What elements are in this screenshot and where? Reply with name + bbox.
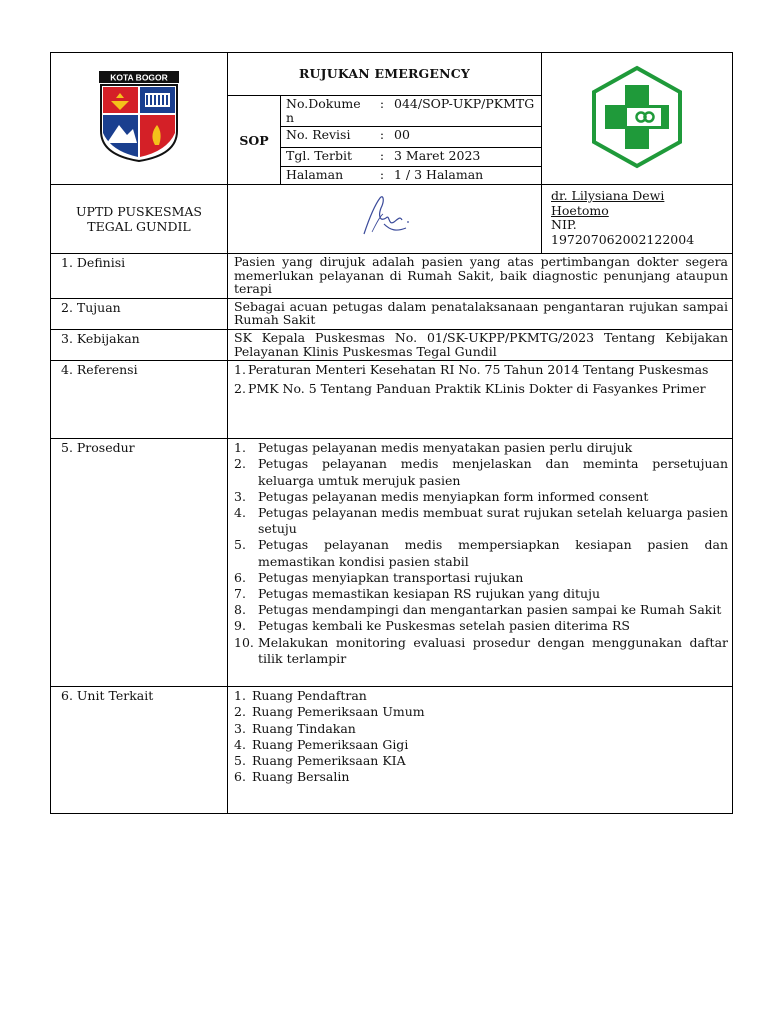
list-text: Petugas kembali ke Puskesmas setelah pasien diterima RS [258, 618, 630, 634]
meta-key: Tgl. Terbit [286, 148, 353, 163]
list-num: 8. [234, 602, 246, 618]
meta-row [281, 96, 541, 127]
list-num: 1. [234, 688, 246, 704]
sop-table [50, 52, 733, 814]
list-item [234, 440, 728, 456]
list-item [234, 753, 728, 769]
list-num: 9. [234, 618, 246, 634]
sop-label: SOP [228, 96, 281, 184]
list-num: 6. [234, 569, 246, 585]
list-item [234, 688, 728, 704]
list-text: Melakukan monitoring evaluasi prosedur dengan menggunakan daftar tilik terlampir [258, 634, 728, 666]
list-num: 4. [234, 504, 246, 520]
list-num: 3. [234, 488, 246, 504]
list-text: Petugas menyiapkan transportasi rujukan [258, 569, 524, 585]
kebijakan-label: 3. Kebijakan [51, 329, 228, 360]
document-title: RUJUKAN EMERGENCY [228, 53, 541, 96]
meta-sep: : [379, 167, 385, 182]
list-item [234, 769, 728, 785]
meta-value: 1 / 3 Halaman [394, 167, 484, 182]
list-item [234, 602, 728, 618]
list-item [234, 570, 728, 586]
meta-sep: : [379, 127, 385, 142]
organization-cell [51, 185, 228, 254]
list-item [234, 381, 728, 397]
list-text: Ruang Bersalin [252, 769, 350, 785]
signature-scribble [350, 192, 420, 242]
list-text: Petugas pelayanan medis menyatakan pasien perlu dirujuk [258, 440, 633, 456]
list-text: Petugas pelayanan medis mempersiapkan kesiapan pasien dan memastikan kondisi pasien stabil [258, 537, 728, 569]
meta-sep: : [379, 148, 385, 163]
tujuan-text: Sebagai acuan petugas dalam penatalaksanaan pengantaran rujukan sampai Rumah Sakit [228, 298, 733, 329]
doctor-name [551, 189, 726, 218]
meta-row [281, 148, 541, 167]
list-item [234, 489, 728, 505]
title-cell [228, 53, 542, 185]
list-num: 7. [234, 585, 246, 601]
signature-cell [228, 185, 542, 254]
list-text: Ruang Pendaftran [252, 688, 367, 704]
list-text: Petugas pelayanan medis menyiapkan form informed consent [258, 488, 649, 504]
meta-rows [281, 96, 541, 184]
nip-value: 197207062002122004 [551, 231, 695, 247]
list-text: Ruang Pemeriksaan Umum [252, 704, 425, 720]
list-item [234, 537, 728, 569]
unit-terkait-label: 6. Unit Terkait [51, 687, 228, 814]
tujuan-label: 2. Tujuan [51, 298, 228, 329]
meta-key: No. Revisi [286, 127, 351, 142]
list-item [234, 635, 728, 667]
meta-key: Halaman [286, 167, 344, 182]
prosedur-label: 5. Prosedur [51, 439, 228, 687]
definisi-text: Pasien yang dirujuk adalah pasien yang atas pertimbangan dokter segera memerlukan pelayanan di Rumah Sakit, baik diagnostic penunjang ataupun terapi [228, 254, 733, 299]
org-name-line2: TEGAL GUNDIL [87, 219, 191, 234]
referensi-list [234, 362, 728, 396]
list-item [234, 737, 728, 753]
list-item [234, 505, 728, 537]
list-num: 5. [234, 752, 246, 768]
prosedur-list [234, 440, 728, 667]
puskesmas-cross-icon [585, 65, 689, 169]
list-num: 5. [234, 537, 246, 553]
kota-bogor-crest-icon [97, 71, 181, 163]
meta-value: 3 Maret 2023 [394, 148, 481, 163]
meta-row [281, 167, 541, 184]
list-text: Ruang Pemeriksaan KIA [252, 752, 406, 768]
list-text: Petugas pelayanan medis menjelaskan dan meminta persetujuan keluarga umtuk merujuk pasien [258, 456, 728, 488]
list-num: 2. [234, 380, 246, 396]
list-num: 1. [234, 362, 246, 378]
list-text: Petugas mendampingi dan mengantarkan pasien sampai ke Rumah Sakit [258, 602, 722, 618]
list-item [234, 586, 728, 602]
list-item [234, 618, 728, 634]
list-num: 4. [234, 736, 246, 752]
meta-value: 044/SOP-UKP/PKMTG [394, 96, 535, 111]
doctor-cell [542, 185, 733, 254]
unit-terkait-list [234, 688, 728, 785]
meta-sep: : [379, 96, 385, 111]
right-logo-cell [542, 53, 733, 185]
doctor-name-text: dr. Lilysiana Dewi Hoetomo [551, 188, 665, 218]
list-text: Ruang Tindakan [252, 720, 356, 736]
document-meta [228, 96, 541, 184]
org-name-line1: UPTD PUSKESMAS [76, 204, 202, 219]
definisi-label: 1. Definisi [51, 254, 228, 299]
referensi-label: 4. Referensi [51, 361, 228, 439]
list-text: Ruang Pemeriksaan Gigi [252, 736, 409, 752]
list-num: 3. [234, 720, 246, 736]
prosedur-body [228, 439, 733, 687]
nip-label: NIP. [551, 217, 577, 232]
meta-value: 00 [394, 127, 410, 142]
list-item [234, 704, 728, 720]
list-text: PMK No. 5 Tentang Panduan Praktik KLinis Dokter di Fasyankes Primer [248, 380, 706, 396]
list-text: Petugas pelayanan medis membuat surat rujukan setelah keluarga pasien setuju [258, 504, 728, 537]
city-label: KOTA BOGOR [110, 72, 168, 82]
meta-row [281, 127, 541, 148]
meta-key: No.Dokume n [286, 96, 361, 125]
left-logo-cell [51, 53, 228, 185]
list-item [234, 721, 728, 737]
list-num: 1. [234, 440, 246, 456]
list-num: 6. [234, 769, 246, 785]
sop-document [50, 52, 732, 814]
list-num: 10. [234, 634, 254, 650]
list-text: Peraturan Menteri Kesehatan RI No. 75 Tahun 2014 Tentang Puskesmas [248, 362, 709, 378]
unit-terkait-body [228, 687, 733, 814]
list-num: 2. [234, 456, 246, 472]
list-item [234, 456, 728, 488]
kebijakan-text: SK Kepala Puskesmas No. 01/SK-UKPP/PKMTG/2023 Tentang Kebijakan Pelayanan Klinis Puskesmas Tegal Gundil [228, 329, 733, 360]
list-item [234, 362, 728, 378]
list-text: Petugas memastikan kesiapan RS rujukan yang dituju [258, 585, 601, 601]
list-num: 2. [234, 704, 246, 720]
referensi-body [228, 361, 733, 439]
